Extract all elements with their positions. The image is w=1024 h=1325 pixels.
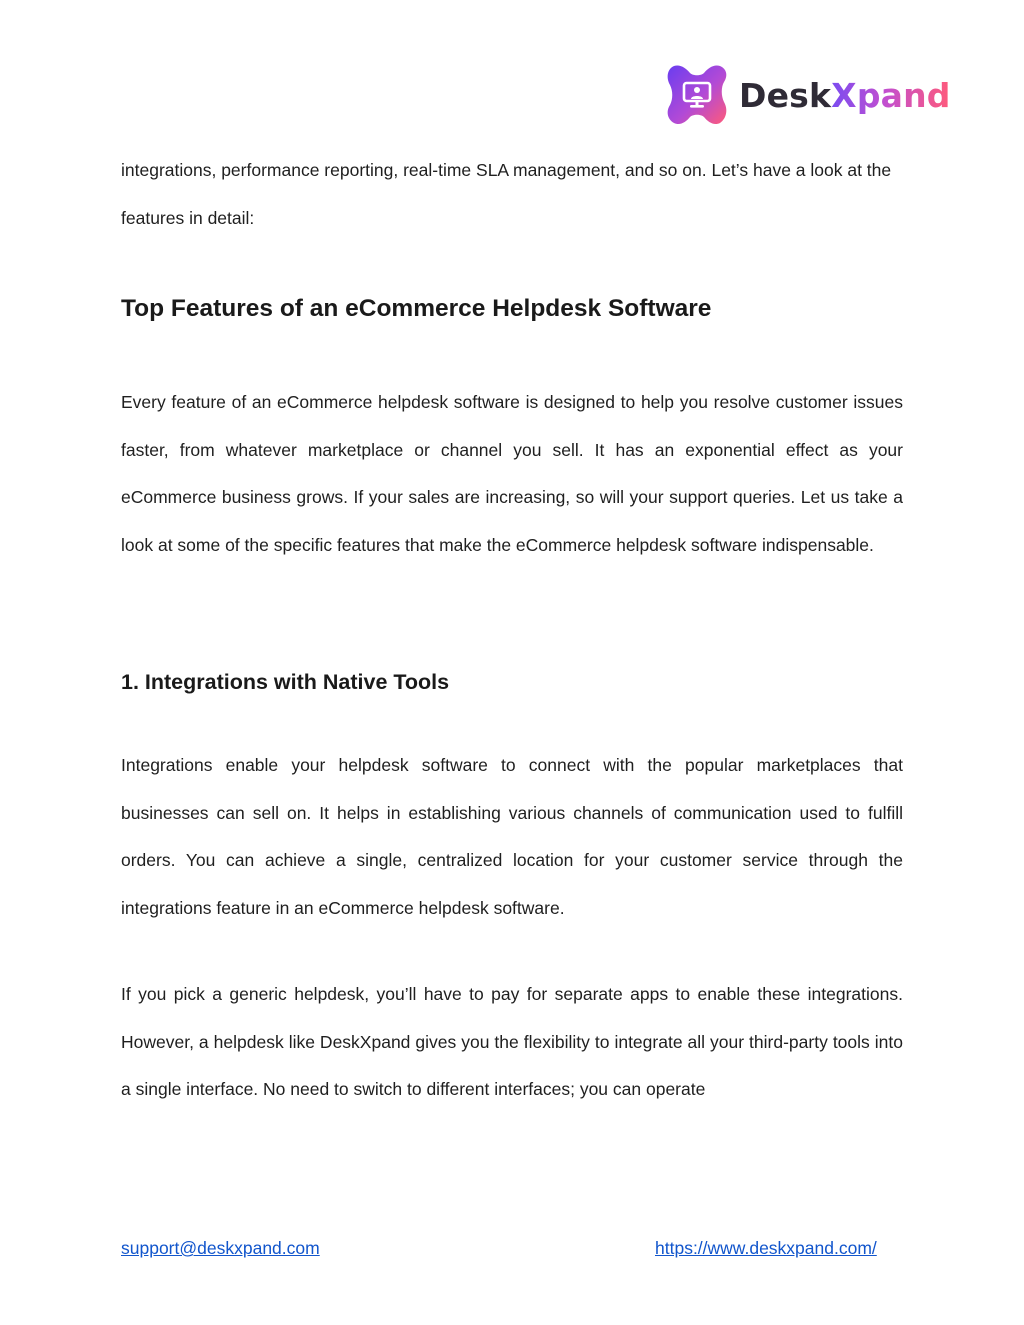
deskxpand-logo-icon — [664, 62, 730, 128]
footer-website-link[interactable]: https://www.deskxpand.com/ — [655, 1238, 877, 1258]
footer-email-link[interactable]: support@deskxpand.com — [121, 1238, 320, 1258]
logo-word-desk: Desk — [739, 75, 832, 115]
deskxpand-logo — [664, 60, 951, 130]
intro-continuation-paragraph: integrations, performance reporting, real-time SLA management, and so on. Let’s have a look at the features in detail: — [121, 160, 892, 228]
section-paragraph: Every feature of an eCommerce helpdesk software is designed to help you resolve customer issues faster, from whatever marketplace or channel you sell. It has an exponential effect as your eCommerce business grows. If your sales are increasing, so will your support queries. Let us take a look at some of the specific features that make the eCommerce helpdesk software indispensable. — [121, 392, 903, 555]
deskxpand-logo-wordmark — [739, 75, 951, 115]
subsection-heading: 1. Integrations with Native Tools — [121, 670, 450, 694]
logo-word-xpand: Xpand — [831, 75, 951, 115]
subsection-paragraph-1: Integrations enable your helpdesk software to connect with the popular marketplaces that businesses can sell on. It helps in establishing various channels of communication used to fulfill orders. You can achieve a single, centralized location for your customer service through the integrations feature in an eCommerce helpdesk software. — [121, 755, 903, 918]
subsection-paragraph-2: If you pick a generic helpdesk, you’ll have to pay for separate apps to enable these integrations. However, a helpdesk like DeskXpand gives you the flexibility to integrate all your third-party tools into a single interface. No need to switch to different interfaces; you can operate — [121, 984, 903, 1100]
section-heading: Top Features of an eCommerce Helpdesk Software — [121, 295, 712, 322]
